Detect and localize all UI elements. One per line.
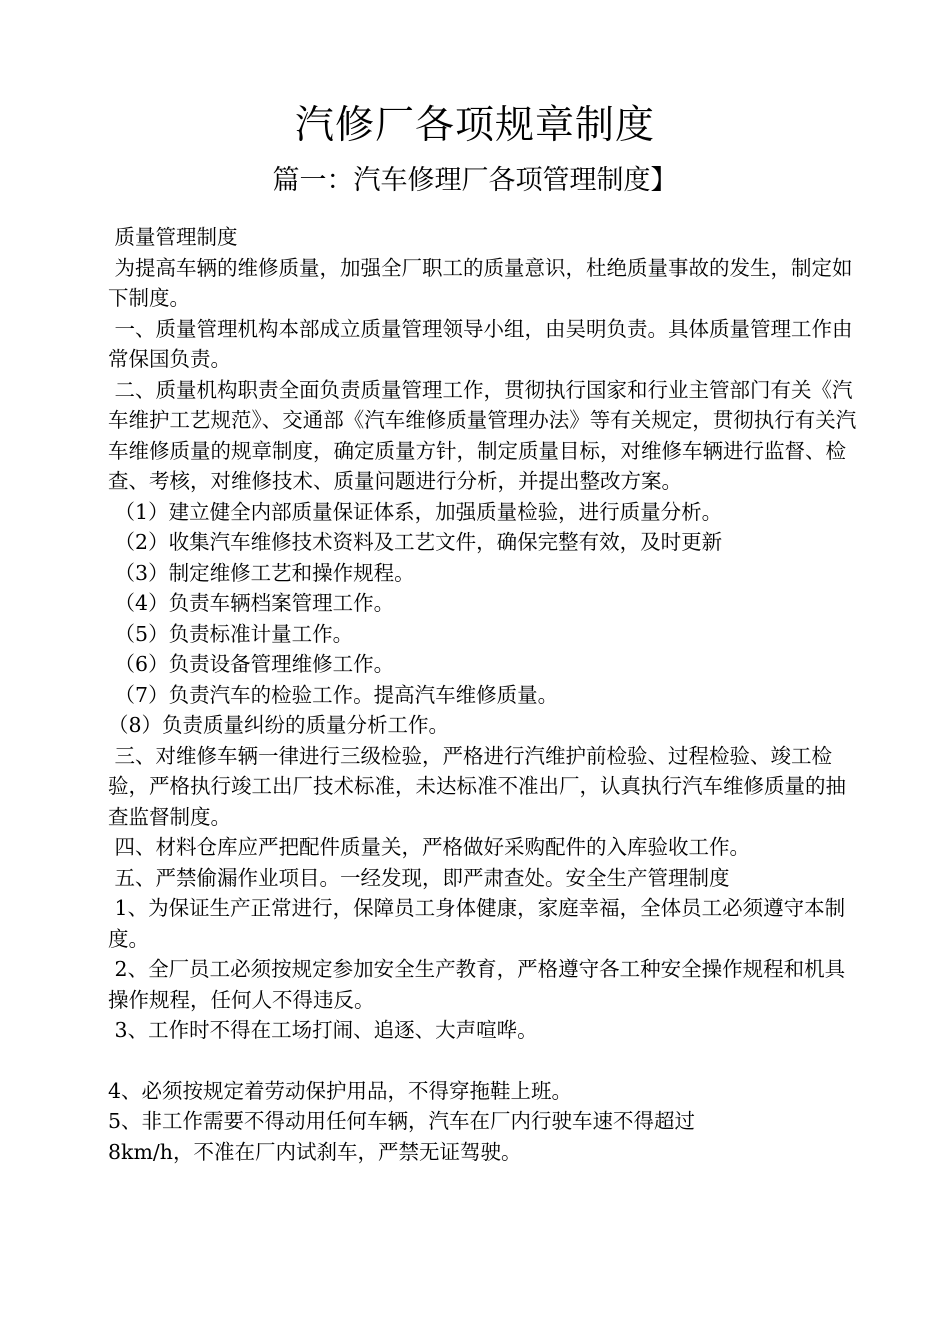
list-item: （7）负责汽车的检验工作。提高汽车维修质量。 [108, 682, 559, 707]
list-item: （5）负责标准计量工作。 [108, 621, 354, 646]
list-item: （2）收集汽车维修技术资料及工艺文件，确保完整有效，及时更新 [108, 530, 723, 554]
paragraph-item-3: 三、对维修车辆一律进行三级检验，严格进行汽维护前检验、过程检验、竣工检验，严格执行竣工出厂技术标准，未达标准不准出厂，认真执行汽车维修质量的抽查监督制度。 [108, 743, 846, 829]
list-item: （6）负责设备管理维修工作。 [108, 652, 395, 676]
safety-item-5-continued: 8km/h，不准在厂内试刹车，严禁无证驾驶。 [108, 1139, 522, 1164]
paragraph-item-1: 一、质量管理机构本部成立质量管理领导小组，由吴明负责。具体质量管理工作由常保国负责。 [108, 316, 853, 371]
list-item: （1）建立健全内部质量保证体系，加强质量检验，进行质量分析。 [108, 499, 723, 524]
document-body [108, 222, 860, 1167]
safety-item-1: 1、为保证生产正常进行，保障员工身体健康，家庭幸福，全体员工必须遵守本制度。 [108, 896, 846, 951]
list-item: （3）制定维修工艺和操作规程。 [108, 560, 415, 585]
document-title: 汽修厂各项规章制度 [294, 103, 655, 148]
document-subtitle: 篇一：汽车修理厂各项管理制度】 [272, 165, 678, 196]
paragraph-item-4: 四、材料仓库应严把配件质量关，严格做好采购配件的入库验收工作。 [108, 835, 751, 859]
paragraph-intro: 为提高车辆的维修质量，加强全厂职工的质量意识，杜绝质量事故的发生，制定如下制度。 [108, 255, 853, 310]
list-item: （8）负责质量纠纷的质量分析工作。 [108, 713, 450, 737]
list-item: （4）负责车辆档案管理工作。 [108, 591, 395, 615]
safety-item-2: 2、全厂员工必须按规定参加安全生产教育，严格遵守各工种安全操作规程和机具操作规程，任何人不得违反。 [108, 957, 846, 1012]
paragraph-item-2: 二、质量机构职责全面负责质量管理工作，贯彻执行国家和行业主管部门有关《汽车维护工艺规范》、交通部《汽车维修质量管理办法》等有关规定，贯彻执行有关汽车维修质量的规章制度，确定质量方针，制定质量目标，对维修车辆进行监督、检查、考核，对维修技术、质量问题进行分析，并提出整改方案。 [108, 377, 857, 493]
section-heading-quality: 质量管理制度 [108, 225, 238, 249]
safety-item-4: 4、必须按规定着劳动保护用品，不得穿拖鞋上班。 [108, 1078, 573, 1103]
safety-item-3: 3、工作时不得在工场打闹、追逐、大声喧哗。 [108, 1018, 538, 1042]
paragraph-item-5: 五、严禁偷漏作业项目。一经发现，即严肃查处。安全生产管理制度 [108, 865, 730, 890]
safety-item-5: 5、非工作需要不得动用任何车辆，汽车在厂内行驶车速不得超过 [108, 1109, 696, 1133]
